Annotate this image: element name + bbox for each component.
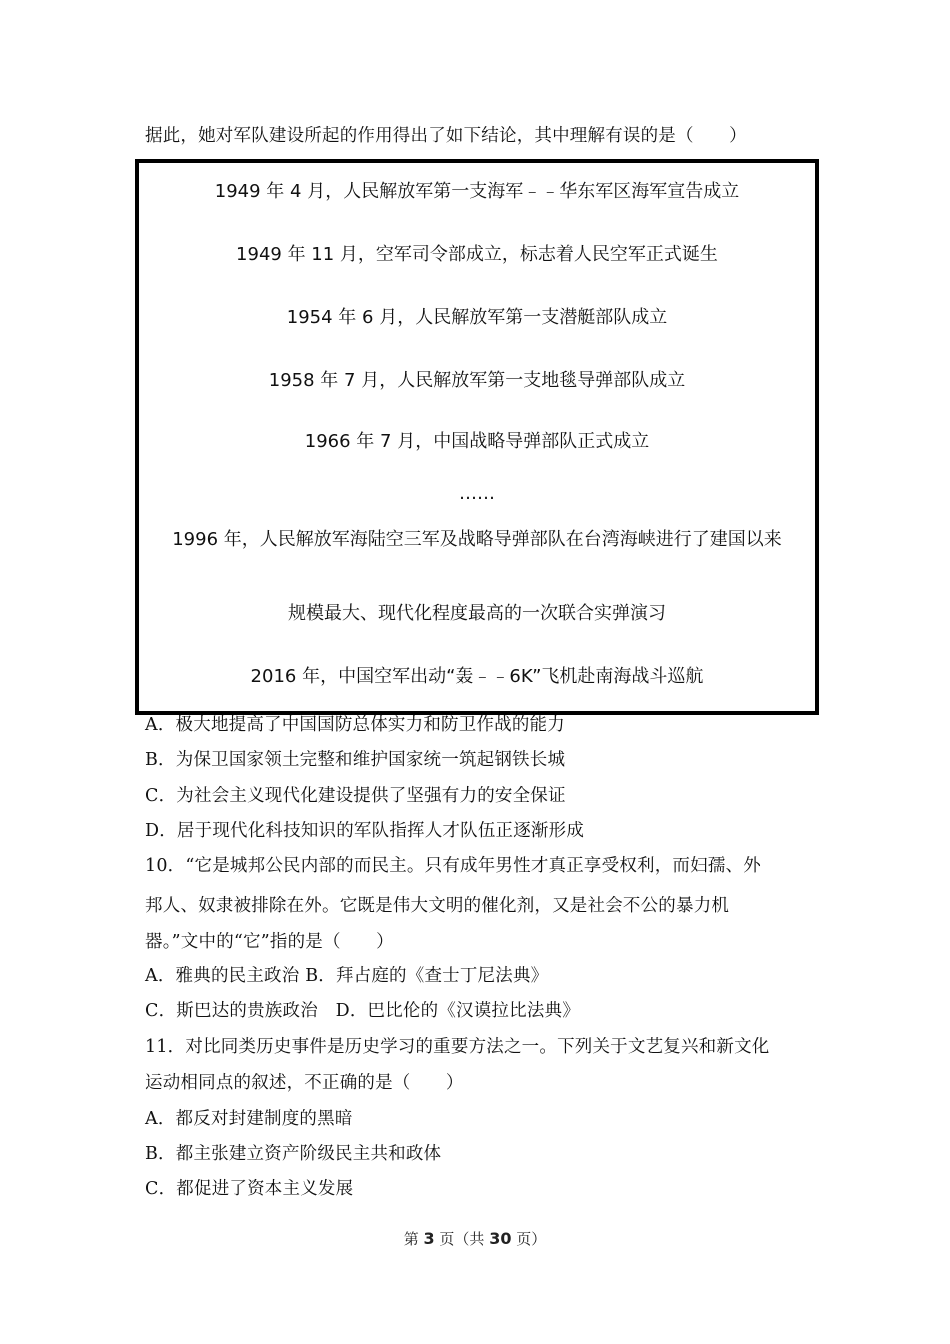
- option-c: C．为社会主义现代化建设提供了坚强有力的安全保证: [145, 786, 566, 806]
- option-a: A．都反对封建制度的黑暗: [145, 1109, 353, 1129]
- timeline-ellipsis: ……: [459, 483, 495, 504]
- footer-prefix: 第: [403, 1230, 424, 1248]
- timeline-entry: 规模最大、现代化程度最高的一次联合实弹演习: [288, 603, 666, 624]
- option-c: C．都促进了资本主义发展: [145, 1179, 354, 1199]
- page-number: 3: [423, 1229, 435, 1248]
- timeline-entry: 1966 年 7 月，中国战略导弹部队正式成立: [304, 431, 650, 452]
- question-11-stem: 运动相同点的叙述，不正确的是（ ）: [145, 1073, 464, 1093]
- timeline-box: [135, 159, 819, 715]
- footer-middle: 页（共: [434, 1230, 490, 1248]
- footer-suffix: 页）: [511, 1230, 547, 1248]
- question-10-stem: 器。”文中的“它”指的是（ ）: [145, 932, 394, 952]
- timeline-entry: 1958 年 7 月，人民解放军第一支地毯导弹部队成立: [268, 370, 686, 391]
- timeline-entry: 1954 年 6 月，人民解放军第一支潜艇部队成立: [286, 307, 668, 328]
- option-b: B．为保卫国家领土完整和维护国家统一筑起钢铁长城: [145, 750, 566, 770]
- option-d: D．居于现代化科技知识的军队指挥人才队伍正逐渐形成: [145, 821, 585, 841]
- question-11-stem: 11．对比同类历史事件是历史学习的重要方法之一。下列关于文艺复兴和新文化: [145, 1037, 770, 1057]
- option-a: A．极大地提高了中国国防总体实力和防卫作战的能力: [145, 715, 565, 735]
- timeline-entry: 2016 年，中国空军出动“轰﹣﹣6K”飞机赴南海战斗巡航: [250, 666, 704, 687]
- question-10-stem: 邦人、奴隶被排除在外。它既是伟大文明的催化剂，又是社会不公的暴力机: [145, 896, 730, 916]
- option-a-b: A．雅典的民主政治 B．拜占庭的《查士丁尼法典》: [145, 966, 549, 986]
- option-c-d: C．斯巴达的贵族政治 D．巴比伦的《汉谟拉比法典》: [145, 1001, 580, 1021]
- question-10-stem: 10．“它是城邦公民内部的而民主。只有成年男性才真正享受权利，而妇孺、外: [145, 856, 761, 876]
- page-footer: [0, 1228, 950, 1250]
- option-b: B．都主张建立资产阶级民主共和政体: [145, 1144, 442, 1164]
- timeline-entry: 1996 年，人民解放军海陆空三军及战略导弹部队在台湾海峡进行了建国以来: [172, 529, 782, 550]
- timeline-entry: 1949 年 4 月，人民解放军第一支海军﹣﹣华东军区海军宣告成立: [214, 181, 740, 202]
- total-pages: 30: [489, 1229, 512, 1248]
- timeline-entry: 1949 年 11 月，空军司令部成立，标志着人民空军正式诞生: [236, 244, 718, 265]
- question-9-intro: 据此，她对军队建设所起的作用得出了如下结论，其中理解有误的是（ ）: [145, 126, 747, 146]
